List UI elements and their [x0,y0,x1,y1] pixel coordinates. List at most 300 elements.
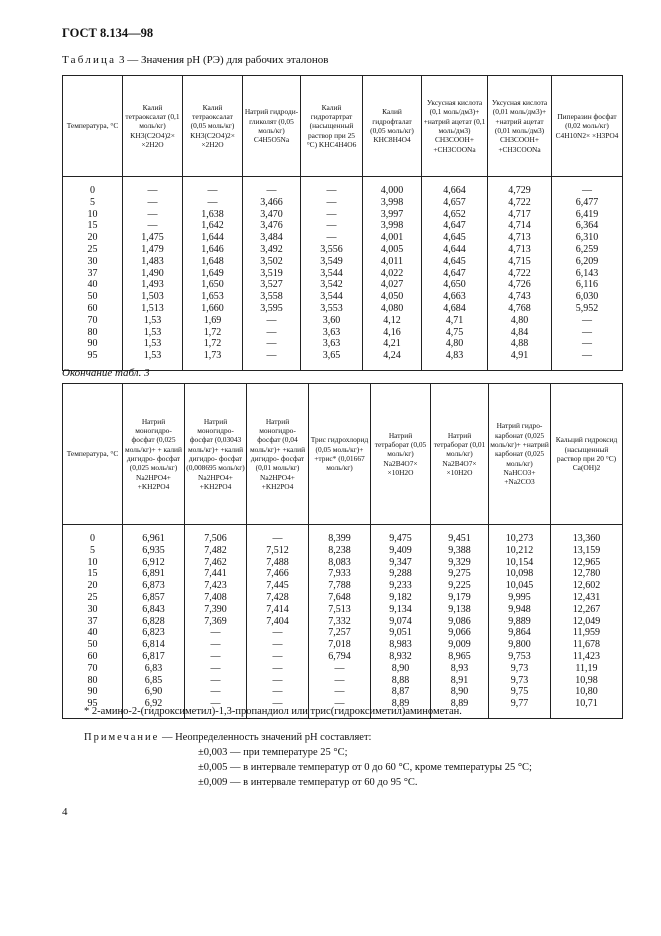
temperature-cell: 25 [63,244,123,256]
ph-value-cell: 8,965 [431,651,489,663]
ph-value-cell: 3,544 [301,291,363,303]
ph-value-cell: 4,83 [422,350,488,362]
ph-value-cell: — [247,627,309,639]
column-header: Калий гидротартрат (насыщенный раствор при 25 °С) KHC4H4O6 [301,76,363,177]
ph-value-cell: 4,664 [422,185,488,197]
ph-value-cell: 3,558 [243,291,301,303]
ph-value-cell: 6,817 [123,651,185,663]
ph-value-cell: 8,88 [371,675,431,687]
ph-value-cell: — [243,315,301,327]
ph-value-cell: 6,143 [552,268,623,280]
ph-value-cell: 7,788 [309,580,371,592]
ph-value-cell: 9,066 [431,627,489,639]
ph-value-cell: 9,889 [489,616,551,628]
ph-value-cell: — [301,220,363,232]
table-row [63,627,623,639]
ph-table-part1 [62,75,623,371]
table-row [63,338,623,350]
ph-value-cell: 1,653 [183,291,243,303]
spacer-cell [123,177,183,186]
ph-value-cell: 4,729 [488,185,552,197]
table-row [63,663,623,675]
column-header: Натрий гидроди- гликолят (0,05 моль/кг) C4H5O5Na [243,76,301,177]
ph-table-part2 [62,383,623,719]
ph-value-cell: 9,800 [489,639,551,651]
spacer-cell [422,362,488,371]
temperature-cell: 70 [63,315,123,327]
table1-caption-label: Таблица [62,54,117,66]
ph-value-cell: 4,16 [363,327,422,339]
ph-value-cell: 7,428 [247,592,309,604]
ph-value-cell: 6,814 [123,639,185,651]
ph-value-cell: 1,73 [183,350,243,362]
temperature-cell: 5 [63,545,123,557]
table-row [63,268,623,280]
table1-caption-text: 3 — Значения рН (РЭ) для рабочих эталонов [118,54,329,66]
ph-value-cell: 6,209 [552,256,623,268]
column-header: Натрий тетраборат (0,05 моль/кг) Na2B4O7× ×10H2O [371,384,431,525]
ph-value-cell: 6,843 [123,604,185,616]
note-text: — Неопределенность значений рН составляет: [161,732,372,743]
table-row [63,232,623,244]
ph-value-cell: — [185,651,247,663]
ph-value-cell: 3,63 [301,327,363,339]
ph-value-cell: 3,492 [243,244,301,256]
ph-value-cell: 6,935 [123,545,185,557]
ph-value-cell: 13,360 [551,533,623,545]
ph-value-cell: — [185,686,247,698]
ph-value-cell: 3,60 [301,315,363,327]
spacer-cell [488,362,552,371]
column-header: Температура, °С [63,384,123,525]
ph-value-cell: 9,329 [431,557,489,569]
ph-value-cell: 6,912 [123,557,185,569]
ph-value-cell: 4,663 [422,291,488,303]
temperature-cell: 40 [63,627,123,639]
ph-value-cell: 12,780 [551,568,623,580]
ph-value-cell: — [552,315,623,327]
ph-value-cell: — [247,686,309,698]
ph-value-cell: 10,98 [551,675,623,687]
ph-value-cell: — [552,350,623,362]
temperature-cell: 37 [63,616,123,628]
ph-value-cell: 4,647 [422,220,488,232]
ph-value-cell: 11,19 [551,663,623,675]
ph-value-cell: — [123,220,183,232]
ph-value-cell: — [309,663,371,675]
ph-value-cell: 9,388 [431,545,489,557]
temperature-cell: 20 [63,232,123,244]
ph-value-cell: 4,080 [363,303,422,315]
ph-value-cell: 8,91 [431,675,489,687]
ph-value-cell: — [243,338,301,350]
ph-value-cell: 8,87 [371,686,431,698]
table-row [63,256,623,268]
ph-value-cell: 9,138 [431,604,489,616]
ph-value-cell: 8,90 [371,663,431,675]
table-row [63,197,623,209]
temperature-cell: 30 [63,604,123,616]
ph-value-cell: 3,502 [243,256,301,268]
ph-value-cell: 7,648 [309,592,371,604]
spacer-cell [243,362,301,371]
ph-value-cell: 4,84 [488,327,552,339]
ph-value-cell: 4,000 [363,185,422,197]
column-header: Уксусная кислота (0,01 моль/дм3)+ +натрий ацетат (0,01 моль/дм3) CH3COOH+ +CH3COONa [488,76,552,177]
column-header: Натрий моногидро- фосфат (0,04 моль/кг)+ +калий дигидро- фосфат (0,01 моль/кг) Na2HPO4+ +KH2PO4 [247,384,309,525]
ph-value-cell: 6,828 [123,616,185,628]
ph-value-cell: 4,80 [488,315,552,327]
ph-value-cell: 9,864 [489,627,551,639]
ph-value-cell: 9,275 [431,568,489,580]
table-row [63,220,623,232]
ph-value-cell: 4,011 [363,256,422,268]
note-line-2: ±0,003 — при температуре 25 °С; [198,747,348,758]
spacer-cell [489,525,551,534]
ph-value-cell: 8,083 [309,557,371,569]
ph-value-cell: 12,602 [551,580,623,592]
ph-value-cell: 9,948 [489,604,551,616]
temperature-cell: 5 [63,197,123,209]
ph-value-cell: — [123,185,183,197]
ph-value-cell: 9,182 [371,592,431,604]
spacer-cell [247,525,309,534]
ph-value-cell: 4,645 [422,232,488,244]
ph-value-cell: 1,644 [183,232,243,244]
ph-value-cell: 3,527 [243,279,301,291]
ph-value-cell: 1,72 [183,338,243,350]
ph-value-cell: 9,753 [489,651,551,663]
spacer-cell [183,362,243,371]
spacer-cell [551,525,623,534]
ph-value-cell: 3,476 [243,220,301,232]
ph-value-cell: 8,238 [309,545,371,557]
ph-value-cell: 8,89 [431,698,489,710]
ph-value-cell: 1,648 [183,256,243,268]
ph-value-cell: — [309,675,371,687]
ph-value-cell: — [301,209,363,221]
temperature-cell: 50 [63,291,123,303]
ph-value-cell: — [552,338,623,350]
ph-value-cell: 7,512 [247,545,309,557]
ph-value-cell: 1,53 [123,327,183,339]
ph-value-cell: 4,714 [488,220,552,232]
ph-value-cell: — [301,185,363,197]
ph-value-cell: 1,660 [183,303,243,315]
ph-value-cell: 6,857 [123,592,185,604]
ph-value-cell: 12,049 [551,616,623,628]
ph-value-cell: 9,009 [431,639,489,651]
ph-value-cell: 7,933 [309,568,371,580]
ph-value-cell: 1,69 [183,315,243,327]
ph-value-cell: — [247,639,309,651]
ph-value-cell: 4,24 [363,350,422,362]
ph-value-cell: — [552,327,623,339]
table-row [63,279,623,291]
ph-value-cell: 9,73 [489,663,551,675]
ph-value-cell: — [247,651,309,663]
ph-value-cell: 9,347 [371,557,431,569]
table-row [63,686,623,698]
ph-value-cell: 10,80 [551,686,623,698]
table-row [63,327,623,339]
ph-value-cell: 6,477 [552,197,623,209]
ph-value-cell: 4,027 [363,279,422,291]
ph-value-cell: 7,414 [247,604,309,616]
ph-value-cell: 4,717 [488,209,552,221]
ph-value-cell: 1,53 [123,338,183,350]
table-row [63,604,623,616]
ph-value-cell: 7,462 [185,557,247,569]
table-row [63,185,623,197]
ph-value-cell: — [183,185,243,197]
table-row [63,315,623,327]
table-row [63,639,623,651]
ph-value-cell: 9,233 [371,580,431,592]
ph-value-cell: 9,288 [371,568,431,580]
note-block [84,730,532,790]
ph-value-cell: 3,470 [243,209,301,221]
column-header: Натрий моногидро- фосфат (0,025 моль/кг)+ + калий дигидро- фосфат (0,025 моль/кг) Na2HPO4+ +KH2PO4 [123,384,185,525]
table-row [63,580,623,592]
ph-value-cell: 6,030 [552,291,623,303]
column-header: Уксусная кислота (0,1 моль/дм3)+ +натрий ацетат (0,1 моль/дм3) CH3COOH+ +CH3COONa [422,76,488,177]
spacer-cell [422,177,488,186]
ph-value-cell: 1,649 [183,268,243,280]
spacer-cell [301,177,363,186]
temperature-cell: 50 [63,639,123,651]
column-header: Температура, °С [63,76,123,177]
table-row [63,568,623,580]
table-row [63,545,623,557]
ph-value-cell: 1,475 [123,232,183,244]
ph-value-cell: — [123,209,183,221]
ph-value-cell: — [123,197,183,209]
ph-value-cell: 8,90 [431,686,489,698]
temperature-cell: 80 [63,327,123,339]
ph-value-cell: 10,71 [551,698,623,710]
ph-value-cell: 9,77 [489,698,551,710]
ph-value-cell: — [185,663,247,675]
ph-value-cell: 9,475 [371,533,431,545]
column-header: Калий тетраоксалат (0,05 моль/кг) KH3(C2O4)2× ×2H2O [183,76,243,177]
ph-value-cell: 4,647 [422,268,488,280]
ph-value-cell: 13,159 [551,545,623,557]
ph-value-cell: 4,71 [422,315,488,327]
ph-value-cell: — [183,197,243,209]
ph-value-cell: 9,75 [489,686,551,698]
ph-value-cell: 6,794 [309,651,371,663]
ph-value-cell: 4,12 [363,315,422,327]
ph-value-cell: 7,390 [185,604,247,616]
ph-value-cell: 1,642 [183,220,243,232]
ph-value-cell: 1,493 [123,279,183,291]
ph-value-cell: 9,086 [431,616,489,628]
ph-value-cell: 8,932 [371,651,431,663]
temperature-cell: 0 [63,533,123,545]
temperature-cell: 95 [63,350,123,362]
ph-value-cell: 6,259 [552,244,623,256]
note-label: Примечание [84,732,160,743]
table-row [63,350,623,362]
spacer-cell [552,177,623,186]
ph-value-cell: 6,116 [552,279,623,291]
ph-value-cell: 7,445 [247,580,309,592]
column-header: Кальций гидроксид (насыщенный раствор при 20 °С) Ca(OH)2 [551,384,623,525]
spacer-row [63,525,623,534]
ph-value-cell: 9,73 [489,675,551,687]
ph-value-cell: 4,713 [488,232,552,244]
ph-value-cell: 4,722 [488,197,552,209]
spacer-cell [301,362,363,371]
ph-value-cell: 1,650 [183,279,243,291]
ph-value-cell: 4,644 [422,244,488,256]
ph-value-cell: 8,93 [431,663,489,675]
temperature-cell: 90 [63,338,123,350]
ph-value-cell: 6,823 [123,627,185,639]
spacer-cell [63,525,123,534]
spacer-cell [309,525,371,534]
ph-value-cell: 8,89 [371,698,431,710]
ph-value-cell: 6,891 [123,568,185,580]
column-header: Пиперазин фосфат (0,02 моль/кг) C4H10N2× ×H3PO4 [552,76,623,177]
column-header: Калий гидрофталат (0,05 моль/кг) KHC8H4O4 [363,76,422,177]
ph-value-cell: 7,332 [309,616,371,628]
column-header: Натрий моногидро- фосфат (0,03043 моль/кг)+ +калий дигидро- фосфат (0,008695 моль/кг) Na2HPO4+ +KH2PO4 [185,384,247,525]
spacer-cell [243,177,301,186]
ph-value-cell: — [309,698,371,710]
ph-value-cell: — [301,197,363,209]
ph-value-cell: — [247,698,309,710]
ph-value-cell: 10,154 [489,557,551,569]
temperature-cell: 37 [63,268,123,280]
ph-value-cell: 7,404 [247,616,309,628]
note-line-4: ±0,009 — в интервале температур от 60 до 95 °С. [198,777,418,788]
temperature-cell: 95 [63,698,123,710]
ph-value-cell: 4,022 [363,268,422,280]
table-row [63,616,623,628]
ph-value-cell: 1,638 [183,209,243,221]
ph-value-cell: 4,684 [422,303,488,315]
ph-value-cell: 4,722 [488,268,552,280]
ph-value-cell: — [243,350,301,362]
ph-value-cell: 1,513 [123,303,183,315]
ph-value-cell: 3,556 [301,244,363,256]
ph-value-cell: 7,513 [309,604,371,616]
ph-value-cell: 4,715 [488,256,552,268]
ph-value-cell: 4,050 [363,291,422,303]
ph-value-cell: 10,212 [489,545,551,557]
ph-value-cell: 4,726 [488,279,552,291]
ph-value-cell: 4,80 [422,338,488,350]
ph-value-cell: 1,503 [123,291,183,303]
ph-value-cell: 12,267 [551,604,623,616]
temperature-cell: 25 [63,592,123,604]
ph-value-cell: 9,409 [371,545,431,557]
ph-value-cell: 3,519 [243,268,301,280]
ph-value-cell: 3,595 [243,303,301,315]
ph-value-cell: 4,21 [363,338,422,350]
table-row [63,592,623,604]
spacer-cell [551,710,623,719]
ph-value-cell: 6,961 [123,533,185,545]
spacer-cell [552,362,623,371]
spacer-cell [431,525,489,534]
ph-value-cell: 6,83 [123,663,185,675]
table2-caption: Окончание табл. 3 [62,367,150,379]
ph-value-cell: 9,134 [371,604,431,616]
spacer-row [63,177,623,186]
table-row [63,533,623,545]
spacer-cell [363,362,422,371]
ph-value-cell: 10,273 [489,533,551,545]
ph-value-cell: 3,542 [301,279,363,291]
ph-value-cell: 1,72 [183,327,243,339]
ph-value-cell: 5,952 [552,303,623,315]
temperature-cell: 15 [63,220,123,232]
ph-value-cell: — [247,663,309,675]
ph-value-cell: 6,85 [123,675,185,687]
temperature-cell: 80 [63,675,123,687]
ph-value-cell: — [185,639,247,651]
column-header: Калий тетраоксалат (0,1 моль/кг) KH3(C2O4)2× ×2H2O [123,76,183,177]
spacer-cell [183,177,243,186]
spacer-cell [489,710,551,719]
ph-value-cell: 3,544 [301,268,363,280]
ph-value-cell: 7,441 [185,568,247,580]
temperature-cell: 70 [63,663,123,675]
temperature-cell: 60 [63,303,123,315]
ph-value-cell: 1,53 [123,350,183,362]
ph-value-cell: 1,646 [183,244,243,256]
ph-value-cell: — [247,533,309,545]
ph-value-cell: 7,482 [185,545,247,557]
ph-value-cell: 4,652 [422,209,488,221]
column-header: Трис гидрохлорид (0,05 моль/кг)+ +трис* (0,01667 моль/кг) [309,384,371,525]
table-row [63,244,623,256]
ph-value-cell: — [243,185,301,197]
ph-value-cell: 11,959 [551,627,623,639]
document-header: ГОСТ 8.134—98 [62,26,154,40]
ph-value-cell: 10,045 [489,580,551,592]
spacer-cell [363,177,422,186]
spacer-cell [185,525,247,534]
ph-value-cell: 4,88 [488,338,552,350]
ph-value-cell: 4,743 [488,291,552,303]
temperature-cell: 30 [63,256,123,268]
table-row [63,209,623,221]
ph-value-cell: 7,488 [247,557,309,569]
ph-value-cell: 1,479 [123,244,183,256]
ph-value-cell: — [243,327,301,339]
ph-value-cell: 7,423 [185,580,247,592]
ph-value-cell: 9,225 [431,580,489,592]
ph-value-cell: 12,965 [551,557,623,569]
footnote: * 2-амино-2-(гидроксиметил)-1,3-пропандиол или трис(гидроксиметил)аминометан. [84,706,462,717]
ph-value-cell: — [301,232,363,244]
temperature-cell: 90 [63,686,123,698]
table-row [63,675,623,687]
temperature-cell: 40 [63,279,123,291]
ph-value-cell: 3,466 [243,197,301,209]
page-number: 4 [62,806,68,818]
ph-value-cell: 3,553 [301,303,363,315]
temperature-cell: 10 [63,557,123,569]
ph-value-cell: 9,179 [431,592,489,604]
table-row [63,651,623,663]
ph-value-cell: 4,713 [488,244,552,256]
note-line-1 [84,730,532,745]
